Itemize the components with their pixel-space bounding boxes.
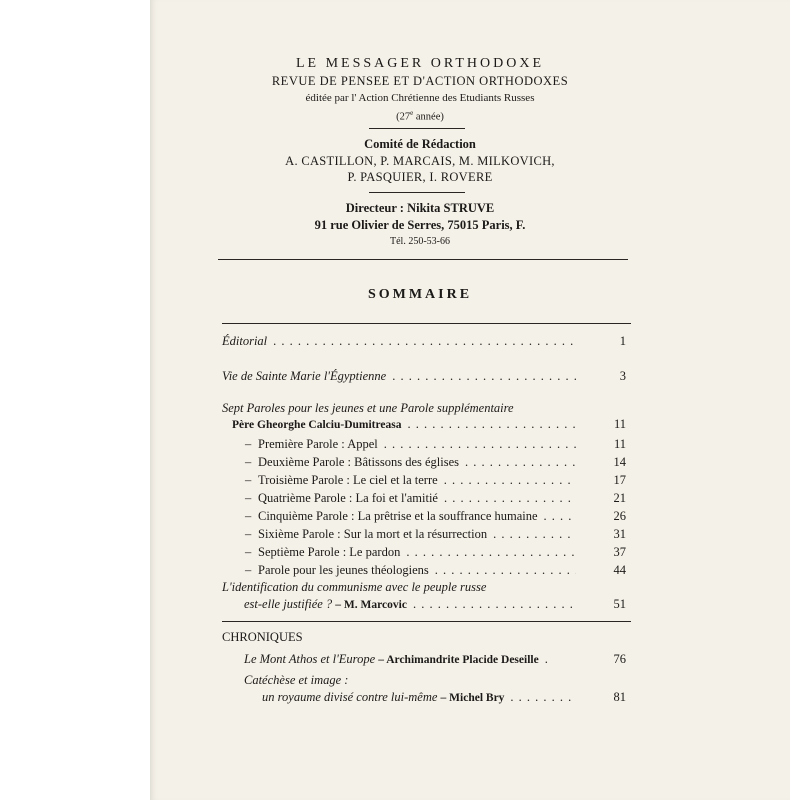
page-number: 17 [613,473,626,487]
committee-members-1: A. CASTILLON, P. MARCAIS, M. MILKOVICH, [285,154,555,168]
dash: – [245,563,252,577]
short-divider-1 [369,128,465,129]
journal-subtitle: REVUE DE PENSEE ET D'ACTION ORTHODOXES [271,74,569,88]
toc-subentry: Septième Parole : Le pardon . . . [258,545,582,563]
page-number: 76 [613,652,626,666]
dash: – [245,473,252,487]
committee-title: Comité de Rédaction [364,137,476,151]
toc-section-title: L'identification du communisme avec le peuple russe [222,580,487,594]
committee-members-2: P. PASQUIER, I. ROVERE [347,170,493,184]
toc-subentry: Troisième Parole : Le ciel et la terre . . . [258,473,582,491]
toc-entry-catechese: un royaume divisé contre lui-même – Michel Bry . . . [262,690,582,708]
dash: – [245,455,252,469]
toc-subentry: Parole pour les jeunes théologiens . . . [258,563,582,581]
publisher-line: éditée par l' Action Chrétienne des Etudiants Russes [305,92,535,104]
page-number: 31 [613,527,626,541]
page-number: 26 [613,509,626,523]
phone-line: Tél. 250-53-66 [390,236,450,247]
page-number: 11 [613,417,626,431]
page-number: 14 [613,455,626,469]
journal-title: LE MESSAGER ORTHODOXE [295,56,545,71]
page-number: 44 [613,563,626,577]
page-number: 37 [613,545,626,559]
dash: – [245,527,252,541]
page-number: 21 [613,491,626,505]
toc-heading: SOMMAIRE [367,287,473,302]
toc-subentry: Cinquième Parole : La prêtrise et la souffrance humaine . . . [258,509,582,527]
toc-rule-1 [222,323,631,324]
dash: – [245,545,252,559]
toc-subentry: Quatrième Parole : La foi et l'amitié . . . [258,491,582,509]
dash: – [245,509,252,523]
toc-section-title: Catéchèse et image : [244,673,349,687]
toc-section-title: Sept Paroles pour les jeunes et une Parole supplémentaire [222,401,514,415]
director-line: Directeur : Nikita STRUVE [345,201,495,215]
address-line: 91 rue Olivier de Serres, 75015 Paris, F. [314,218,526,232]
dash: – [245,491,252,505]
toc-rule-2 [222,621,631,622]
page-number: 51 [613,597,626,611]
page-number: 81 [613,690,626,704]
toc-entry-vie: Vie de Sainte Marie l'Égyptienne . . . [222,369,582,387]
toc-entry-identification: est-elle justifiée ? – M. Marcovic . . . [244,597,582,615]
year-line: (27e année) [396,109,444,123]
toc-subentry: Première Parole : Appel . . . [258,437,582,455]
chroniques-heading: CHRONIQUES [222,630,303,644]
toc-entry-author: Père Gheorghe Calciu-Dumitreasa . . . [232,417,582,435]
page-number: 11 [613,437,626,451]
header-rule [218,259,628,260]
toc-entry-athos: Le Mont Athos et l'Europe – Archimandrite Placide Deseille . [244,652,548,666]
toc-subentry: Deuxième Parole : Bâtissons des églises . . . [258,455,582,473]
toc-entry-editorial: Éditorial . . . [222,334,582,352]
page-number: 1 [619,334,626,348]
toc-subentry: Sixième Parole : Sur la mort et la résurrection . . . [258,527,582,545]
dash: – [245,437,252,451]
page-number: 3 [619,369,626,383]
short-divider-2 [369,192,465,193]
